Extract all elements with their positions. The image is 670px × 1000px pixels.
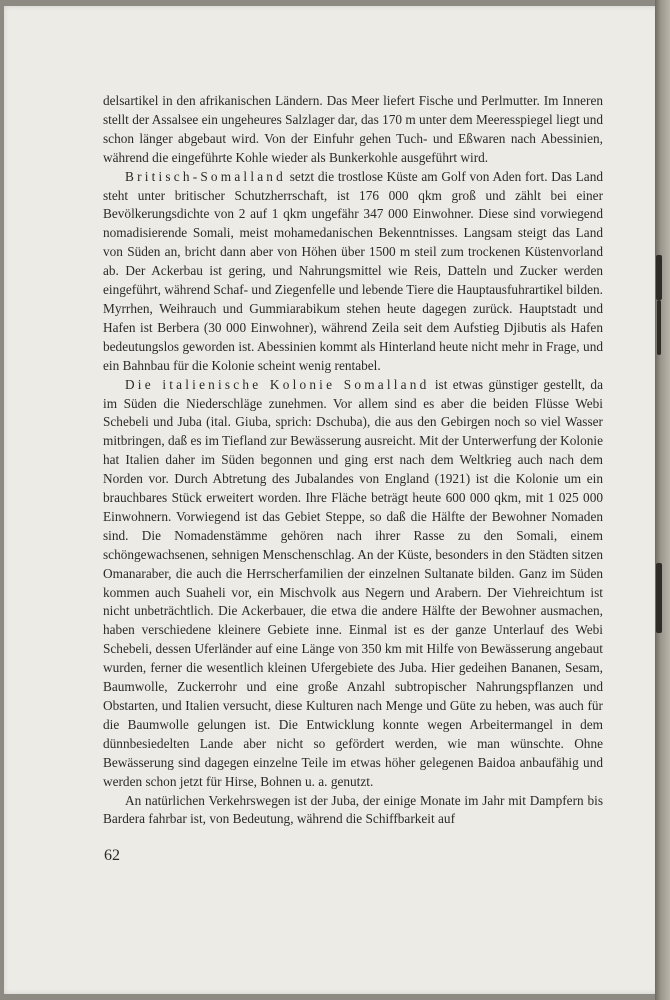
section-lead: Die italienische Kolonie Somalland [125, 376, 430, 392]
paragraph: An natürlichen Verkehrswegen ist der Juba, der einige Monate im Jahr mit Dampfern bis Bardera fahrbar ist, von Bedeutung, während die Schiffbarkeit auf [103, 792, 603, 827]
page-number: 62 [104, 847, 120, 864]
page-tab-marker [656, 563, 662, 633]
paragraph [103, 168, 603, 376]
paragraph: delsartikel in den afrikanischen Ländern. Das Meer liefert Fische und Perlmutter. Im Inneren stellt der Assalsee ein ungeheures Salzlager dar, das 170 m unter dem Meeresspiegel liegt und schon länger abgebaut wird. Von der Einfuhr gehen Tuch- und Eßwaren nach Abessinien, während die eingeführte Kohle wieder als Bunkerkohle ausgeführt wird. [103, 93, 603, 165]
page-tab-marker [656, 255, 662, 300]
body-text [103, 92, 603, 829]
book-edge [655, 0, 670, 1000]
paragraph-text: setzt die trostlose Küste am Golf von Aden fort. Das Land steht unter britischer Schutzherrschaft, ist 176 000 qkm groß und zählt bei einer Bevölkerungsdichte von 2 auf 1 qkm ungefähr 347 000 Einwohner. Diese sind vorwiegend nomadisierende Somali, meist mohamedanischen Bekenntnisses. Langsam steigt das Land von Süden an, bricht dann aber von Höhen über 1500 m steil zum trockenen Küstenvorland ab. Der Ackerbau ist gering, und Nahrungsmittel wie Reis, Datteln und Zucker werden eingeführt, während Schaf- und Ziegenfelle und lebende Tiere die Hauptausfuhrartikel bilden. Myrrhen, Weihrauch und Gummiarabikum stehen heute dagegen zurück. Hauptstadt und Hafen ist Berbera (30 000 Einwohner), während Zeila seit dem Aufstieg Djibutis als Hafen bedeutungslos geworden ist. Abessinien kommt als Hinterland heute nicht mehr in Frage, und ein Bahnbau für die Kolonie scheint wenig rentabel. [103, 168, 603, 373]
section-lead: Britisch-Somalland [125, 168, 287, 184]
paragraph-text: ist etwas günstiger gestellt, da im Süden die Niederschläge zunehmen. Vor allem sind es aber die beiden Flüsse Webi Schebeli und Juba (ital. Giuba, sprich: Dschuba), die aus den Gebirgen noch so viel Wasser mitbringen, daß es im Tiefland zur Bewässerung ausreicht. Mit der Unterwerfung der Kolonie hat Italien daher im Süden begonnen und ging erst nach dem Weltkrieg auch nach dem Norden vor. Durch Abtretung des Jubalandes von England (1921) ist die Kolonie um ein brauchbares Stück erweitert worden. Ihre Fläche beträgt heute 600 000 qkm, mit 1 025 000 Einwohnern. Vorwiegend ist das Gebiet Steppe, so daß die Hälfte der Bewohner Nomaden sind. Die Nomadenstämme gehören nach ihrer Rasse zu den Somali, einem schöngewachsenen, sehnigen Menschenschlag. An der Küste, besonders in den Städten sitzen Omanaraber, die auch die Herrscherfamilien der einzelnen Sultanate bilden. Ganz im Süden kommen auch Suaheli vor, ein Mischvolk aus Negern und Arabern. Der Viehreichtum ist nicht unbeträchtlich. Die Ackerbauer, die etwa die andere Hälfte der Bewohner ausmachen, haben verschiedene kleinere Gebiete inne. Einmal ist es der ganze Unterlauf des Webi Schebeli, dessen Uferländer auf eine Länge von 350 km mit Hilfe von Bewässerung angebaut wurden, ferner die wesentlich kleinen Ufergebiete des Juba. Hier gedeihen Bananen, Sesam, Baumwolle, Zuckerrohr und eine große Anzahl subtropischer Nahrungspflanzen und Obstarten, und Italien versucht, diese Kulturen nach Menge und Güte zu heben, was auch für die Baumwolle gelungen ist. Die Entwicklung konnte wegen Arbeitermangel in dem dünnbesiedelten Lande aber nicht so gefördert werden, wie man wünschte. Ohne Bewässerung sind dagegen einzelne Teile im etwas höher gelegenen Baidoa anbaufähig und werden schon jetzt für Hirse, Bohnen u. a. genutzt. [103, 376, 603, 789]
paragraph [103, 376, 603, 792]
page-tab-marker [657, 300, 661, 355]
